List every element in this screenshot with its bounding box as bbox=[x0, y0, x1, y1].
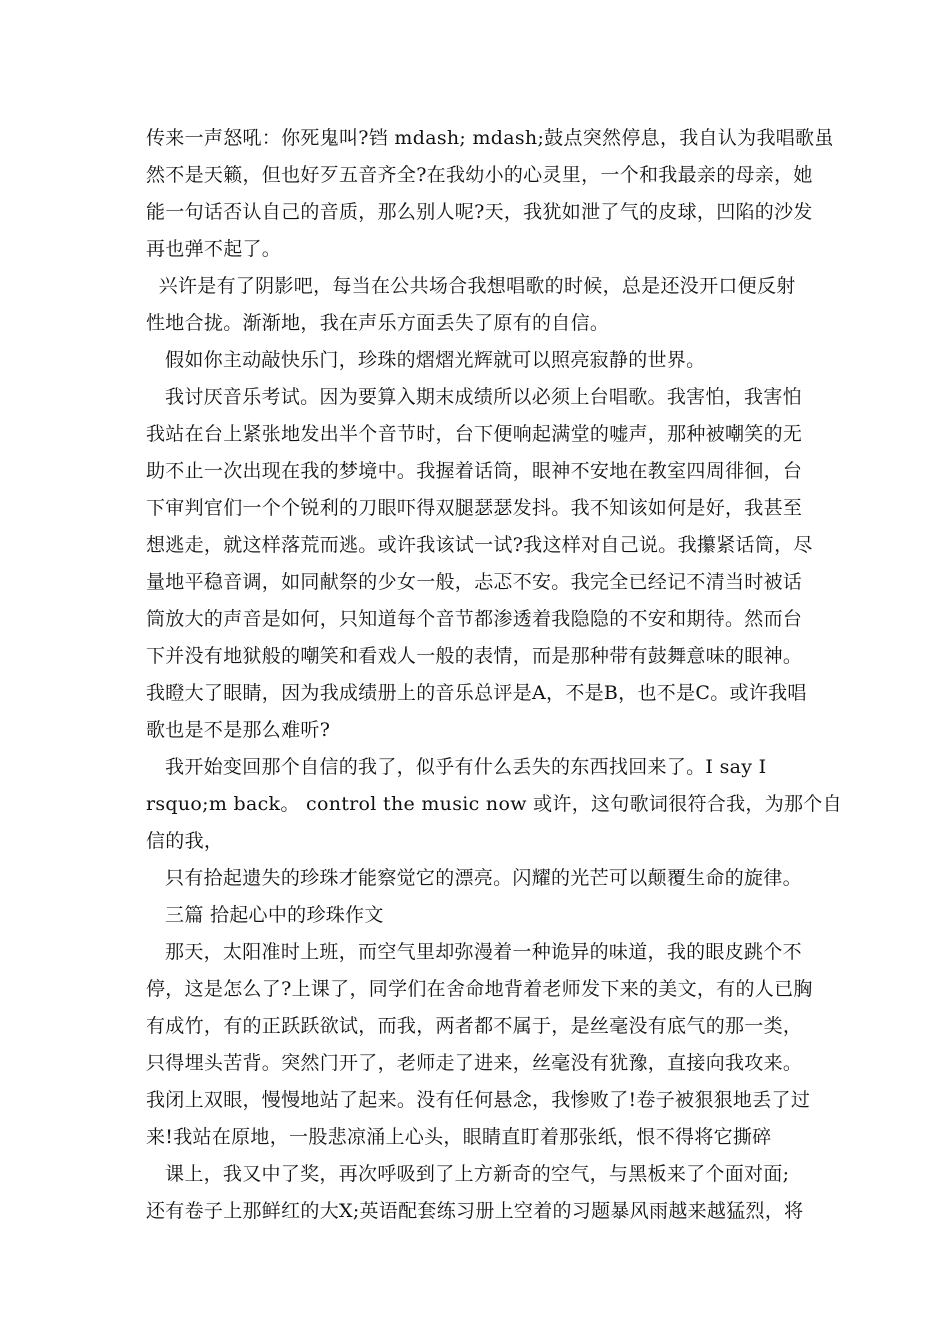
text-line: 那天，太阳准时上班，而空气里却弥漫着一种诡异的味道，我的眼皮跳个不 bbox=[146, 941, 802, 963]
text-line: 能一句话否认自己的音质，那么别人呢?天，我犹如泄了气的皮球，凹陷的沙发 bbox=[146, 201, 813, 223]
text-line: 还有卷子上那鲜红的大X;英语配套练习册上空着的习题暴风雨越来越猛烈，将 bbox=[146, 1200, 804, 1222]
text-line: 想逃走，就这样落荒而逃。或许我该试一试?我这样对自己说。我攥紧话筒，尽 bbox=[146, 534, 813, 556]
text-line: 课上，我又中了奖，再次呼吸到了上方新奇的空气，与黑板来了个面对面; bbox=[146, 1163, 790, 1185]
text-line: 有成竹，有的正跃跃欲试，而我，两者都不属于，是丝毫没有底气的那一类， bbox=[146, 1015, 803, 1037]
text-line: 停，这是怎么了?上课了，同学们在舍命地背着老师发下来的美文，有的人已胸 bbox=[146, 978, 813, 1000]
text-line: 下并没有地狱般的嘲笑和看戏人一般的表情，而是那种带有鼓舞意味的眼神。 bbox=[146, 645, 803, 667]
text-line: 下审判官们一个个锐利的刀眼吓得双腿瑟瑟发抖。我不知该如何是好，我甚至 bbox=[146, 497, 803, 519]
text-line: 我开始变回那个自信的我了，似乎有什么丢失的东西找回来了。I say I bbox=[146, 756, 767, 778]
text-line: 我瞪大了眼睛，因为我成绩册上的音乐总评是A，不是B，也不是C。或许我唱 bbox=[146, 682, 807, 704]
text-line: 量地平稳音调，如同献祭的少女一般，忐忑不安。我完全已经记不清当时被话 bbox=[146, 571, 803, 593]
text-line: 助不止一次出现在我的梦境中。我握着话筒，眼神不安地在教室四周徘徊，台 bbox=[146, 460, 803, 482]
text-line: 我站在台上紧张地发出半个音节时，台下便响起满堂的嘘声，那种被嘲笑的无 bbox=[146, 423, 803, 445]
text-line: 只得埋头苦背。突然门开了，老师走了进来，丝毫没有犹豫，直接向我攻来。 bbox=[146, 1052, 803, 1074]
text-line: 然不是天籁，但也好歹五音齐全?在我幼小的心灵里，一个和我最亲的母亲，她 bbox=[146, 164, 813, 186]
text-line: 我闭上双眼，慢慢地站了起来。没有任何悬念，我惨败了!卷子被狠狠地丢了过 bbox=[146, 1089, 811, 1111]
text-line: 我讨厌音乐考试。因为要算入期末成绩所以必须上台唱歌。我害怕，我害怕 bbox=[146, 386, 802, 408]
text-line: 兴许是有了阴影吧，每当在公共场合我想唱歌的时候，总是还没开口便反射 bbox=[146, 275, 796, 297]
text-line: rsquo;m back。 control the music now 或许，这句歌词很符合我，为那个自 bbox=[146, 793, 842, 815]
text-line: 来!我站在原地，一股悲凉涌上心头，眼睛直盯着那张纸，恨不得将它撕碎 bbox=[146, 1126, 772, 1148]
text-line: 歌也是不是那么难听? bbox=[146, 719, 331, 741]
text-line: 再也弹不起了。 bbox=[146, 238, 282, 260]
text-line: 只有拾起遗失的珍珠才能察觉它的漂亮。闪耀的光芒可以颠覆生命的旋律。 bbox=[146, 867, 802, 889]
text-line: 假如你主动敲快乐门，珍珠的熠熠光辉就可以照亮寂静的世界。 bbox=[146, 349, 706, 371]
text-line: 信的我， bbox=[146, 830, 224, 852]
text-line: 传来一声怒吼：你死鬼叫?铛 mdash; mdash;鼓点突然停息，我自认为我唱歌虽 bbox=[146, 127, 834, 149]
text-line: 筒放大的声音是如何，只知道每个音节都渗透着我隐隐的不安和期待。然而台 bbox=[146, 608, 803, 630]
text-line: 性地合拢。渐渐地，我在声乐方面丢失了原有的自信。 bbox=[146, 312, 610, 334]
section-heading: 三篇 拾起心中的珍珠作文 bbox=[146, 904, 384, 926]
